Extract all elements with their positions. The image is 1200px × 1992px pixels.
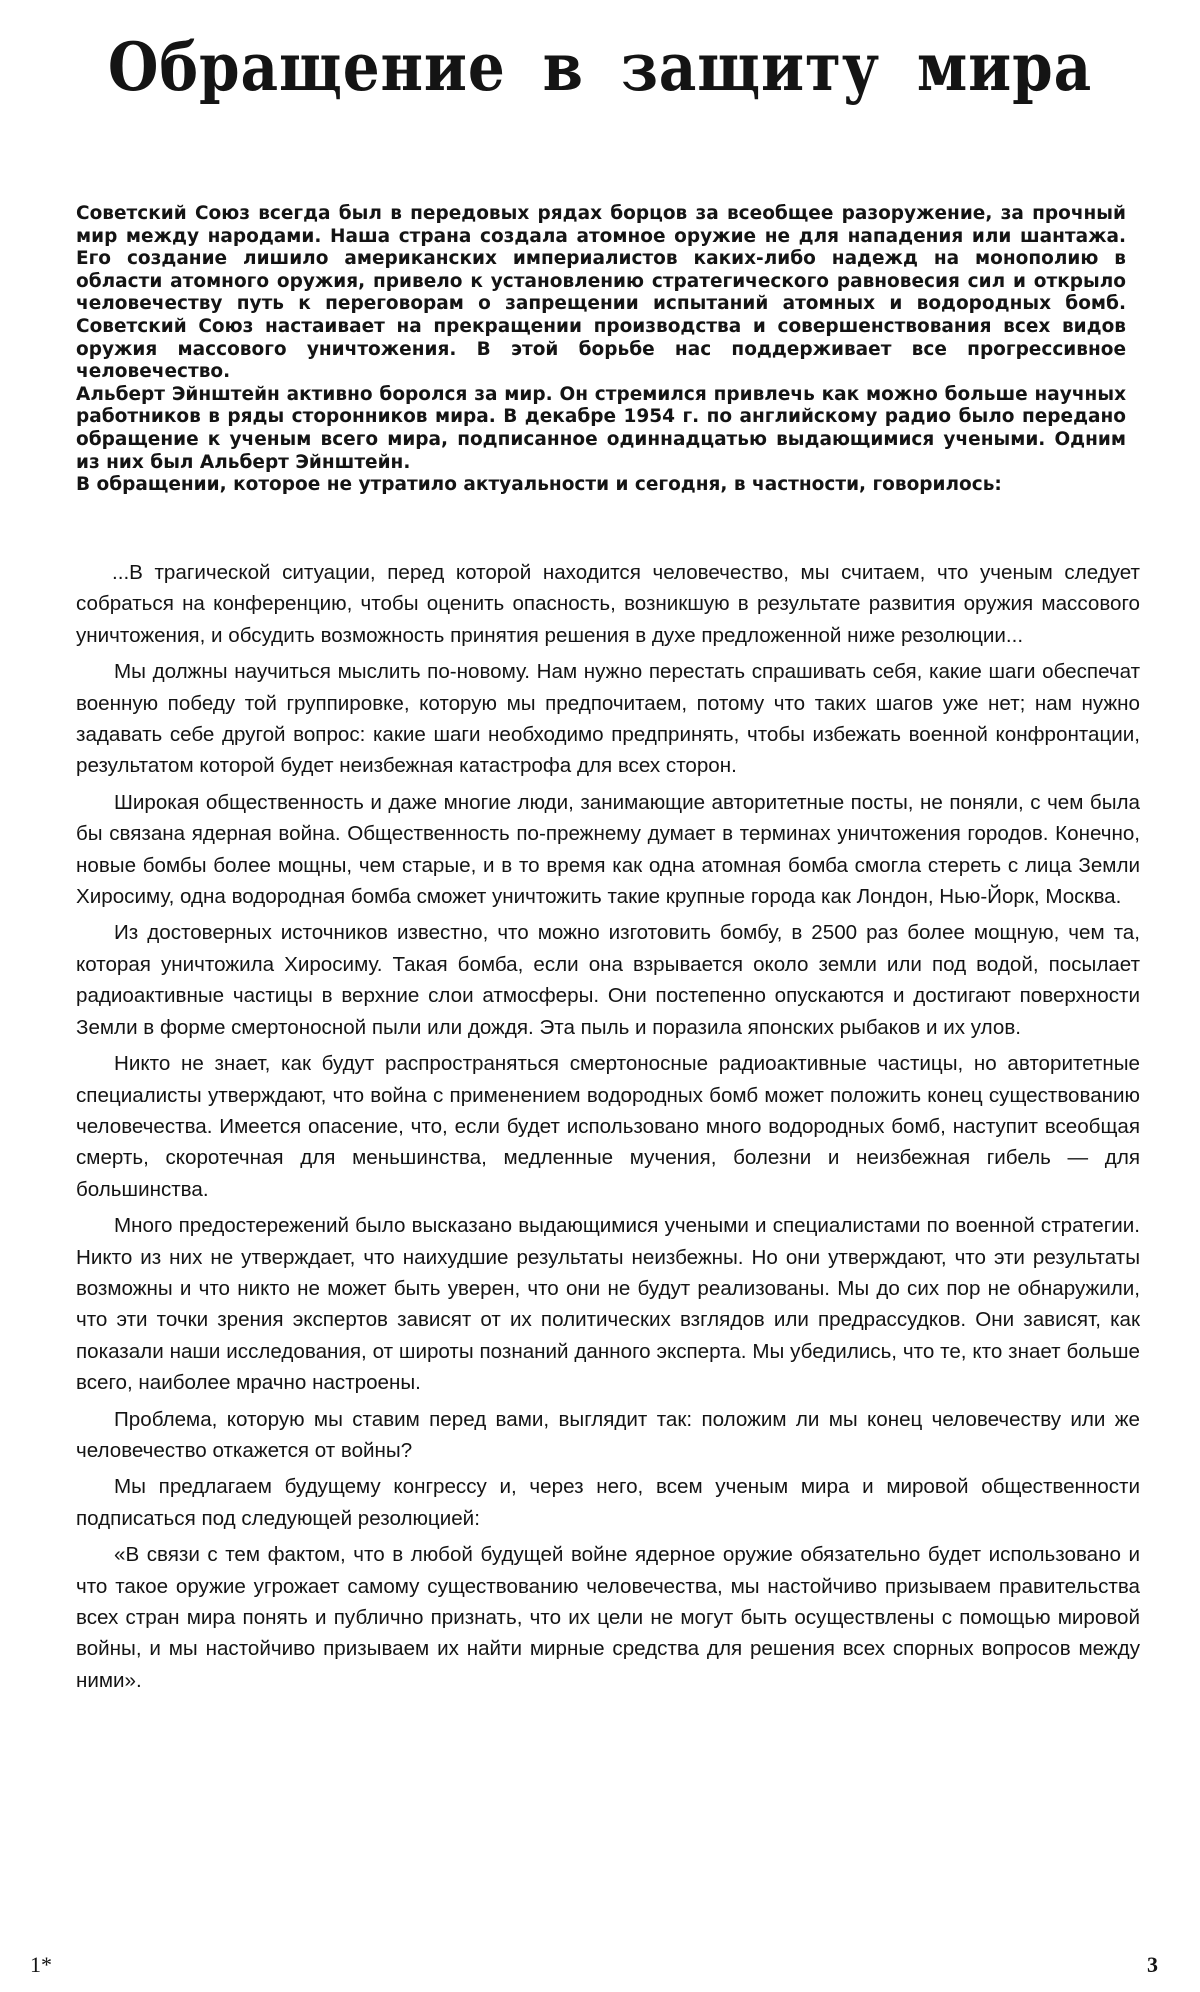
body-paragraph: Проблема, которую мы ставим перед вами, выглядит так: положим ли мы конец человечеству или же человечество откажется от войны? (76, 1407, 1140, 1462)
body-paragraph: Из достоверных источников известно, что можно изготовить бомбу, в 2500 раз более мощную, чем та, которая уничтожила Хиросиму. Такая бомба, если она взрывается около земли или под водой, посылает радиоактивные частицы в верхние слои атмосферы. Они постепенно опускаются и достигают поверхности Земли в форме смертоносной пыли или дождя. Эта пыль и поразила японских рыбаков и их улов. (76, 921, 1140, 1039)
body-paragraph: Никто не знает, как будут распространяться смертоносные радиоактивные частицы, но авторитетные специалисты утверждают, что война с применением водородных бомб может положить конец существованию человечества. Имеется опасение, что, если будет использовано много водородных бомб, наступит всеобщая смерть, скоротечная для меньшинства, медленные мучения, болезни и неизбежная гибель — для большинства. (76, 1052, 1140, 1201)
signature-mark: 1* (30, 1952, 52, 1977)
appeal-text (76, 557, 1140, 1701)
intro-paragraph: В обращении, которое не утратило актуальности и сегодня, в частности, говорилось: (76, 474, 1002, 496)
body-paragraph: Широкая общественность и даже многие люди, занимающие авторитетные посты, не поняли, с чем была бы связана ядерная война. Общественность по-прежнему думает в терминах уничтожения городов. Конечно, новые бомбы более мощны, чем старые, и в то время как одна атомная бомба смогла стереть с лица Земли Хиросиму, одна водородная бомба сможет уничтожить такие крупные города как Лондон, Нью-Йорк, Москва. (76, 790, 1140, 909)
resolution-quote: «В связи с тем фактом, что в любой будущей войне ядерное оружие обязательно будет использовано и что такое оружие угрожает самому существованию человечества, мы настойчиво призываем правительства всех стран мира понять и публично признать, что их цели не могут быть осуществлены с помощью мировой войны, и мы настойчиво призываем их найти мирные средства для решения всех спорных вопросов между ними». (76, 1543, 1140, 1692)
body-paragraph: Мы предлагаем будущему конгрессу и, через него, всем ученым мира и мировой общественности подписаться под следующей резолюцией: (76, 1475, 1140, 1530)
intro-block (76, 203, 1126, 497)
intro-paragraph: Советский Союз всегда был в передовых рядах борцов за всеобщее разоружение, за прочный мир между народами. Наша страна создала атомное оружие не для нападения или шантажа. Его создание лишило американских империалистов каких-либо надежд на монополию в области атомного оружия, привело к установлению стратегического равновесия сил и открыло человечеству путь к переговорам о запрещении испытаний атомных и водородных бомб. Советский Союз настаивает на прекращении производства и совершенствования всех видов оружия массового уничтожения. В этой борьбе нас поддерживает все прогрессивное человечество. (76, 203, 1126, 383)
page-title: Обращение в защиту мира (107, 28, 1093, 106)
page-number: 3 (1147, 1952, 1158, 1977)
body-paragraph: ...В трагической ситуации, перед которой находится человечество, мы считаем, что ученым следует собраться на конференцию, чтобы оценить опасность, возникшую в результате развития оружия массового уничтожения, и обсудить возможность принятия решения в духе предложенной ниже резолюции... (76, 561, 1140, 647)
body-paragraph: Мы должны научиться мыслить по-новому. Нам нужно перестать спрашивать себя, какие шаги обеспечат военную победу той группировке, которую мы предпочитаем, потому что таких шагов уже нет; нам нужно задавать себе другой вопрос: какие шаги необходимо предпринять, чтобы избежать военной конфронтации, результатом которой будет неизбежная катастрофа для всех сторон. (76, 660, 1140, 778)
intro-paragraph: Альберт Эйнштейн активно боролся за мир. Он стремился привлечь как можно больше научных работников в ряды сторонников мира. В декабре 1954 г. по английскому радио было передано обращение к ученым всего мира, подписанное одиннадцатью выдающимися учеными. Одним из них был Альберт Эйнштейн. (76, 383, 1126, 473)
body-paragraph: Много предостережений было высказано выдающимися учеными и специалистами по военной стратегии. Никто из них не утверждает, что наихудшие результаты неизбежны. Но они утверждают, что эти результаты возможны и что никто не может быть уверен, что они не будут реализованы. Мы до сих пор не обнаружили, что эти точки зрения экспертов зависят от их политических взглядов или предрассудков. Они зависят, как показали наши исследования, от широты познаний данного эксперта. Мы убедились, что те, кто знает больше всего, наиболее мрачно настроены. (76, 1214, 1140, 1395)
